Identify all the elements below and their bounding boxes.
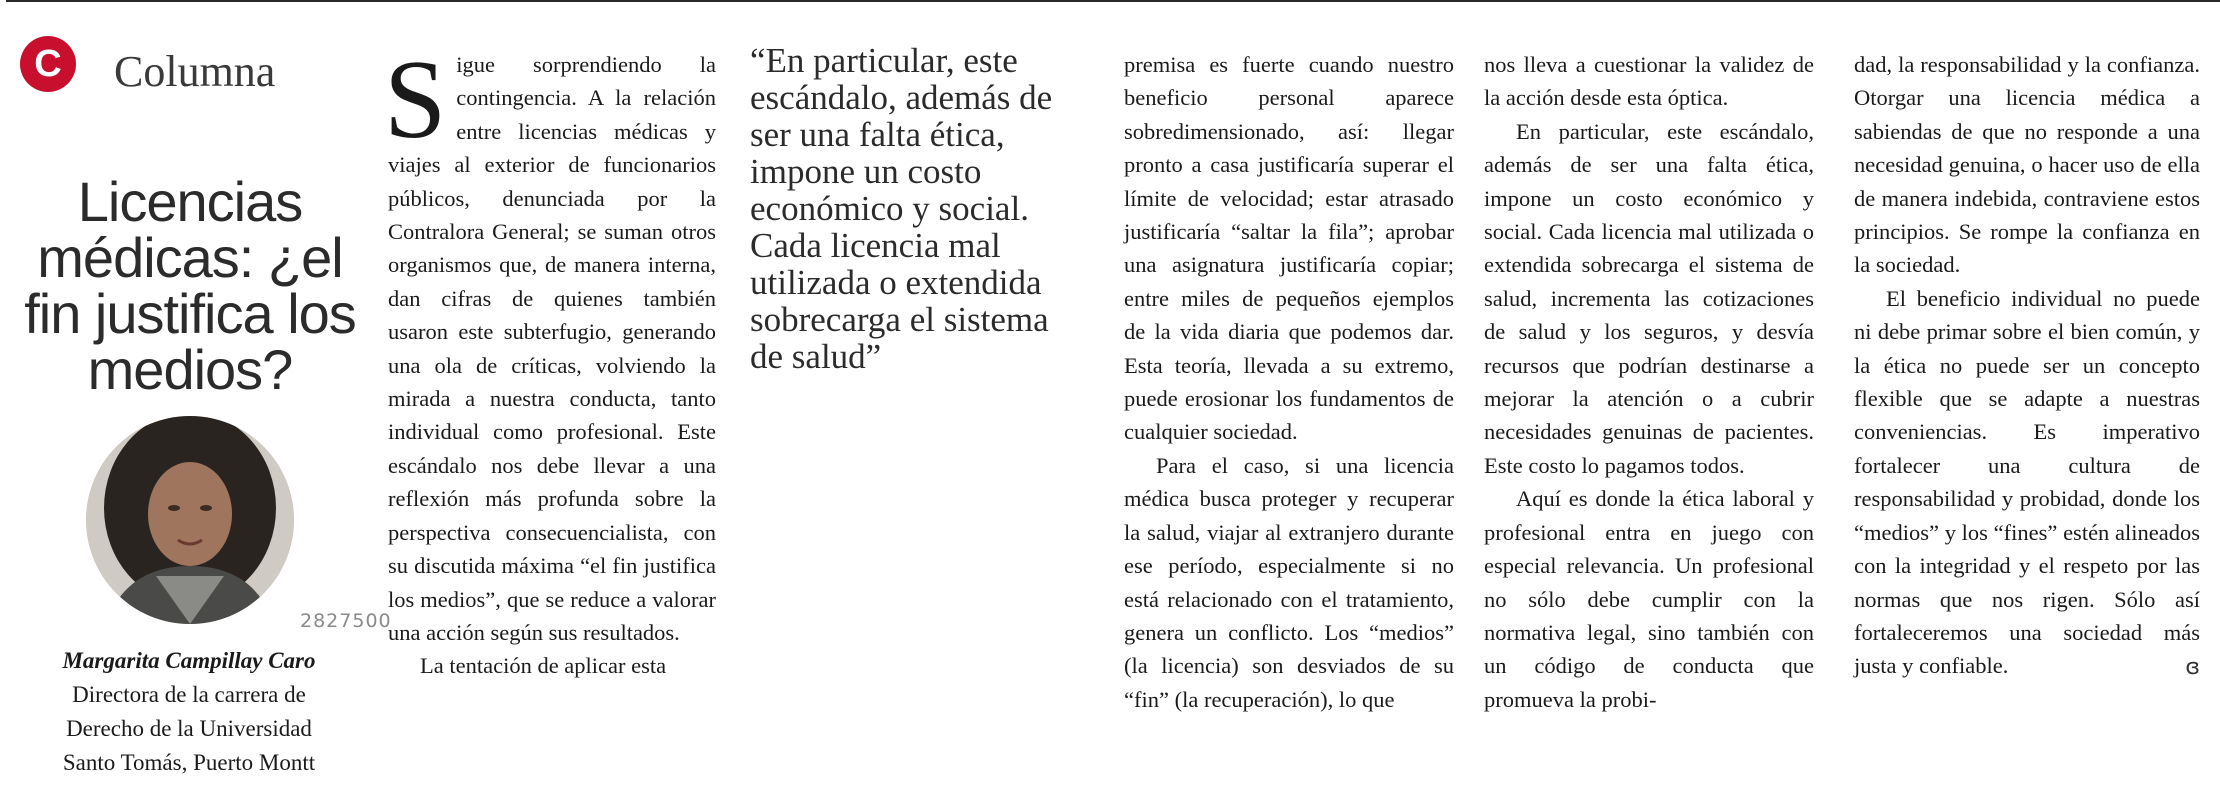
headline: Licencias médicas: ¿el fin justifica los medios? bbox=[24, 169, 356, 401]
article-column-4 bbox=[1854, 48, 2200, 685]
author-role-line: Directora de la carrera de bbox=[72, 682, 306, 707]
author-role-line: Derecho de la Universidad bbox=[66, 716, 312, 741]
article-column-3 bbox=[1484, 48, 1814, 716]
author-role-line: Santo Tomás, Puerto Montt bbox=[62, 750, 316, 775]
paragraph-3-cont: nos lleva a cuestionar la validez de la acción desde esta óptica. bbox=[1484, 52, 1814, 111]
paragraph-2-cont: premisa es fuerte cuando nuestro beneficio personal aparece sobredimensionado, así: llegar pronto a casa justificaría superar el límite de velocidad; estar atrasado justificaría “saltar la fila”; aprobar una asignatura justificaría copiar; entre miles de pequeños ejemplos de la vida diaria que podemos dar. Esta teoría, llevada a su extremo, puede erosionar los fundamentos de cualquier sociedad. bbox=[1124, 52, 1454, 445]
author-byline bbox=[14, 644, 364, 780]
paragraph-5: Aquí es donde la ética laboral y profesional entra en juego con especial relevancia. Un profesional no sólo debe cumplir con la normativa legal, sino también con un código de conducta que promueva la probi- bbox=[1484, 486, 1814, 712]
paragraph-3: Para el caso, si una licencia médica busca proteger y recuperar la salud, viajar al extranjero durante ese período, especialmente si no está relacionado con el tratamiento, genera un conflicto. Los “medios” (la licencia) son desviados de su “fin” (la recuperación), lo que bbox=[1124, 452, 1454, 712]
drop-cap: S bbox=[384, 38, 447, 162]
paragraph-2-start: La tentación de aplicar esta bbox=[420, 653, 667, 679]
author-photo bbox=[86, 416, 294, 624]
paragraph-5-cont: dad, la responsabilidad y la confianza. Otorgar una licencia médica a sabiendas de que no responde a una necesidad genuina, o hacer uso de ella de manera indebida, contraviene estos principios. Se rompe la confianza en la sociedad. bbox=[1854, 52, 2200, 278]
article-column-1 bbox=[384, 38, 716, 683]
paragraph-6-text: El beneficio individual no puede ni debe primar sobre el bien común, y la ética no puede ser un concepto flexible que se adapte a nuestras conveniencias. Es imperativo fortalecer una cultura de responsabilidad y probidad, donde los “medios” y los “fines” estén alineados con la integridad y el respeto por las normas que nos rigen. Sólo así fortaleceremos una sociedad más justa y confiable. bbox=[1854, 285, 2200, 679]
author-portrait-image bbox=[86, 416, 294, 624]
paragraph-1 bbox=[384, 38, 716, 649]
end-mark-icon: ɞ bbox=[2185, 655, 2200, 681]
paragraph-4: En particular, este escándalo, además de ser una falta ética, impone un costo económico y social. Cada licencia mal utilizada o extendida sobrecarga el sistema de salud, incrementa las cotizaciones de salud y los seguros, y desvía recursos que podrían destinarse a mejorar la atención o a cubrir necesidades genuinas de pacientes. Este costo lo pagamos todos. bbox=[1484, 118, 1814, 478]
article-column-2 bbox=[1124, 48, 1454, 716]
paragraph-1-text: igue sorprendiendo la contingencia. A la relación entre licencias médicas y viajes al exterior de funcionarios públicos, denunciada por la Contralora General; se suman otros organismos que, de manera interna, dan cifras de quienes también usaron este subterfugio, generando una ola de críticas, volviendo la mirada a nuestra conducta, tanto individual como profesional. Este escándalo nos debe llevar a una reflexión más profunda sobre la perspectiva consecuencialista, con su discutida máxima “el fin justifica los medios”, que se reduce a valorar una acción según sus resultados. bbox=[388, 52, 716, 645]
photo-code: 2827500 bbox=[300, 610, 392, 632]
paragraph-6 bbox=[1854, 282, 2200, 683]
top-rule bbox=[6, 0, 2220, 2]
author-name: Margarita Campillay Caro bbox=[62, 648, 316, 673]
pull-quote: “En particular, este escándalo, además de ser una falta ética, impone un costo económico y social. Cada licencia mal utilizada o extendida sobrecarga el sistema de salud” bbox=[750, 41, 1053, 376]
column-badge-icon: C bbox=[20, 36, 76, 92]
section-label: Columna bbox=[114, 47, 276, 96]
